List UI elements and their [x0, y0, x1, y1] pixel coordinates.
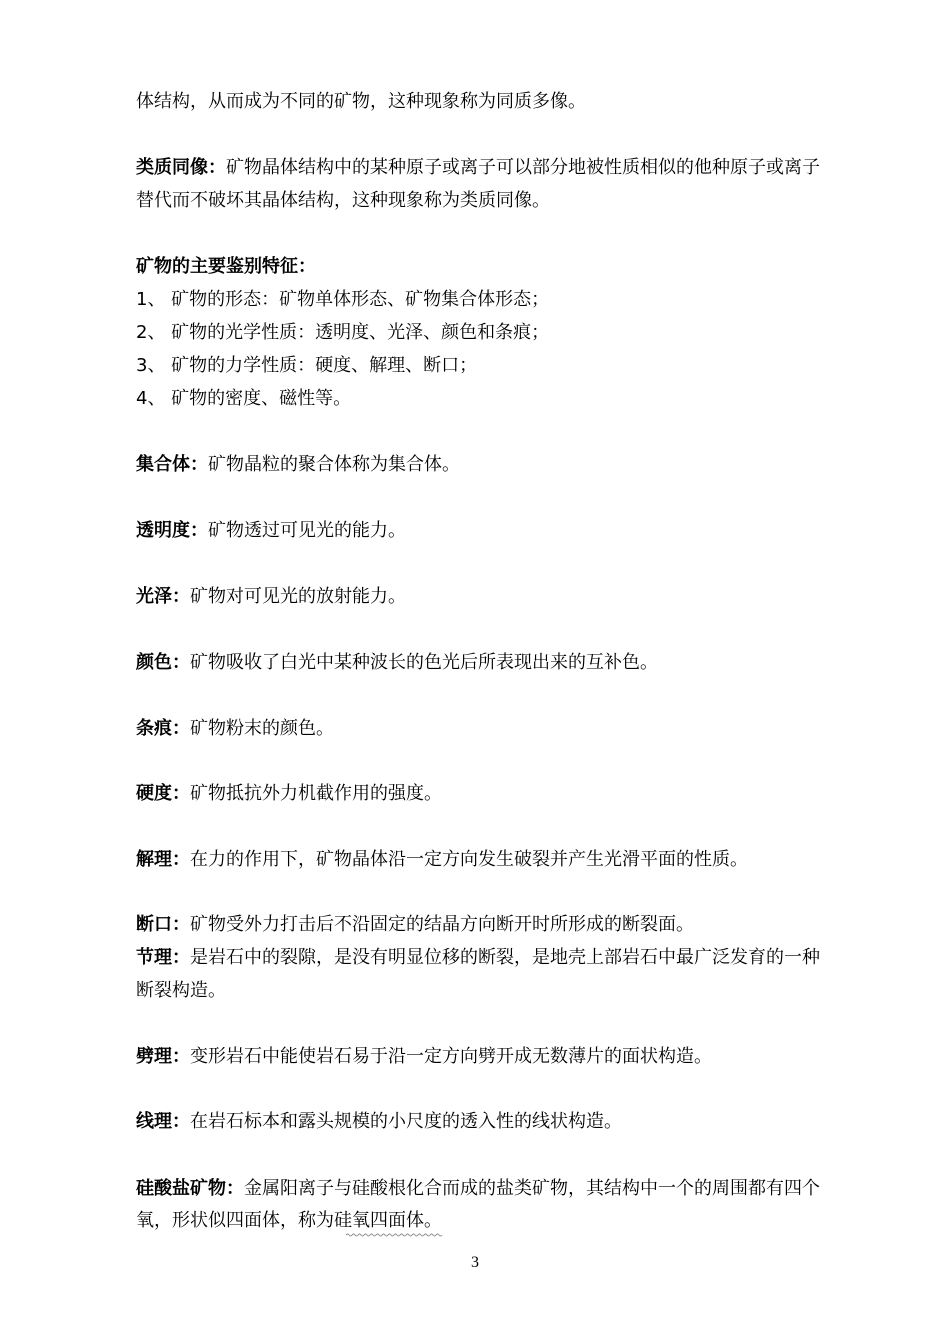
definition-term: 节理：	[136, 947, 190, 968]
spellcheck-squiggle	[346, 1233, 444, 1237]
definition-text: 是岩石中的裂隙，是没有明显位移的断裂，是地壳上部岩石中最广泛发育的一种	[190, 947, 820, 968]
definition-text: 矿物晶粒的聚合体称为集合体。	[208, 454, 460, 475]
definition-cleavage	[136, 847, 866, 873]
definition-text: 矿物抵抗外力机截作用的强度。	[190, 783, 442, 804]
definition-rock-cleavage	[136, 1044, 866, 1070]
definition-text: 矿物粉末的颜色。	[190, 718, 334, 739]
definition-text: 矿物对可见光的放射能力。	[190, 586, 406, 607]
list-item-text: 4、 矿物的密度、磁性等。	[136, 388, 352, 409]
definition-text: 矿物透过可见光的能力。	[208, 520, 406, 541]
intro-tail-text: 体结构，从而成为不同的矿物，这种现象称为同质多像。	[136, 91, 586, 112]
definition-aggregate	[136, 452, 866, 478]
paragraph-isomorphism-line2	[136, 188, 866, 214]
definition-silicate-line2	[136, 1208, 866, 1234]
definition-term: 透明度：	[136, 520, 208, 541]
list-item	[136, 386, 866, 412]
definition-term: 条痕：	[136, 718, 190, 739]
definition-streak	[136, 716, 866, 742]
page-number: 3	[471, 1254, 479, 1271]
definition-term: 颜色：	[136, 652, 190, 673]
definition-joint-line1	[136, 945, 866, 971]
isomorphism-text-line2: 替代而不破坏其晶体结构，这种现象称为类质同像。	[136, 190, 550, 211]
definition-term: 集合体：	[136, 454, 208, 475]
list-item-text: 2、 矿物的光学性质：透明度、光泽、颜色和条痕；	[136, 322, 550, 343]
definition-hardness	[136, 781, 866, 807]
definition-color	[136, 650, 866, 676]
definition-term: 硬度：	[136, 783, 190, 804]
definition-joint-line2	[136, 978, 866, 1004]
definition-silicate-line1	[136, 1176, 866, 1202]
definition-text: 氧，形状似四面体，称为硅氧四面体。	[136, 1210, 442, 1231]
definition-text: 在力的作用下，矿物晶体沿一定方向发生破裂并产生光滑平面的性质。	[190, 849, 748, 870]
definition-text: 在岩石标本和露头规模的小尺度的透入性的线状构造。	[190, 1111, 622, 1132]
isomorphism-text-line1: 矿物晶体结构中的某种原子或离子可以部分地被性质相似的他种原子或离子	[226, 157, 820, 178]
definition-luster	[136, 584, 866, 610]
definition-transparency	[136, 518, 866, 544]
definition-term: 劈理：	[136, 1046, 190, 1067]
paragraph-intro-tail	[136, 89, 866, 115]
definition-lineation	[136, 1109, 866, 1135]
definition-fracture	[136, 912, 866, 938]
definition-term: 解理：	[136, 849, 190, 870]
definition-text: 断裂构造。	[136, 980, 226, 1001]
list-item-text: 3、 矿物的力学性质：硬度、解理、断口；	[136, 355, 478, 376]
definition-term: 硅酸盐矿物：	[136, 1178, 244, 1199]
list-item	[136, 353, 866, 379]
definition-term: 断口：	[136, 914, 190, 935]
definition-term: 光泽：	[136, 586, 190, 607]
list-item-text: 1、 矿物的形态：矿物单体形态、矿物集合体形态；	[136, 289, 550, 310]
definition-text: 矿物吸收了白光中某种波长的色光后所表现出来的互补色。	[190, 652, 658, 673]
paragraph-isomorphism-line1	[136, 155, 866, 181]
definition-text: 变形岩石中能使岩石易于沿一定方向劈开成无数薄片的面状构造。	[190, 1046, 712, 1067]
list-item	[136, 287, 866, 313]
definition-term: 线理：	[136, 1111, 190, 1132]
definition-text: 金属阳离子与硅酸根化合而成的盐类矿物，其结构中一个的周围都有四个	[244, 1178, 820, 1199]
definition-text: 矿物受外力打击后不沿固定的结晶方向断开时所形成的断裂面。	[190, 914, 694, 935]
identification-heading	[136, 254, 866, 280]
identification-heading-text: 矿物的主要鉴别特征：	[136, 256, 316, 277]
term-isomorphism: 类质同像：	[136, 157, 226, 178]
list-item	[136, 320, 866, 346]
